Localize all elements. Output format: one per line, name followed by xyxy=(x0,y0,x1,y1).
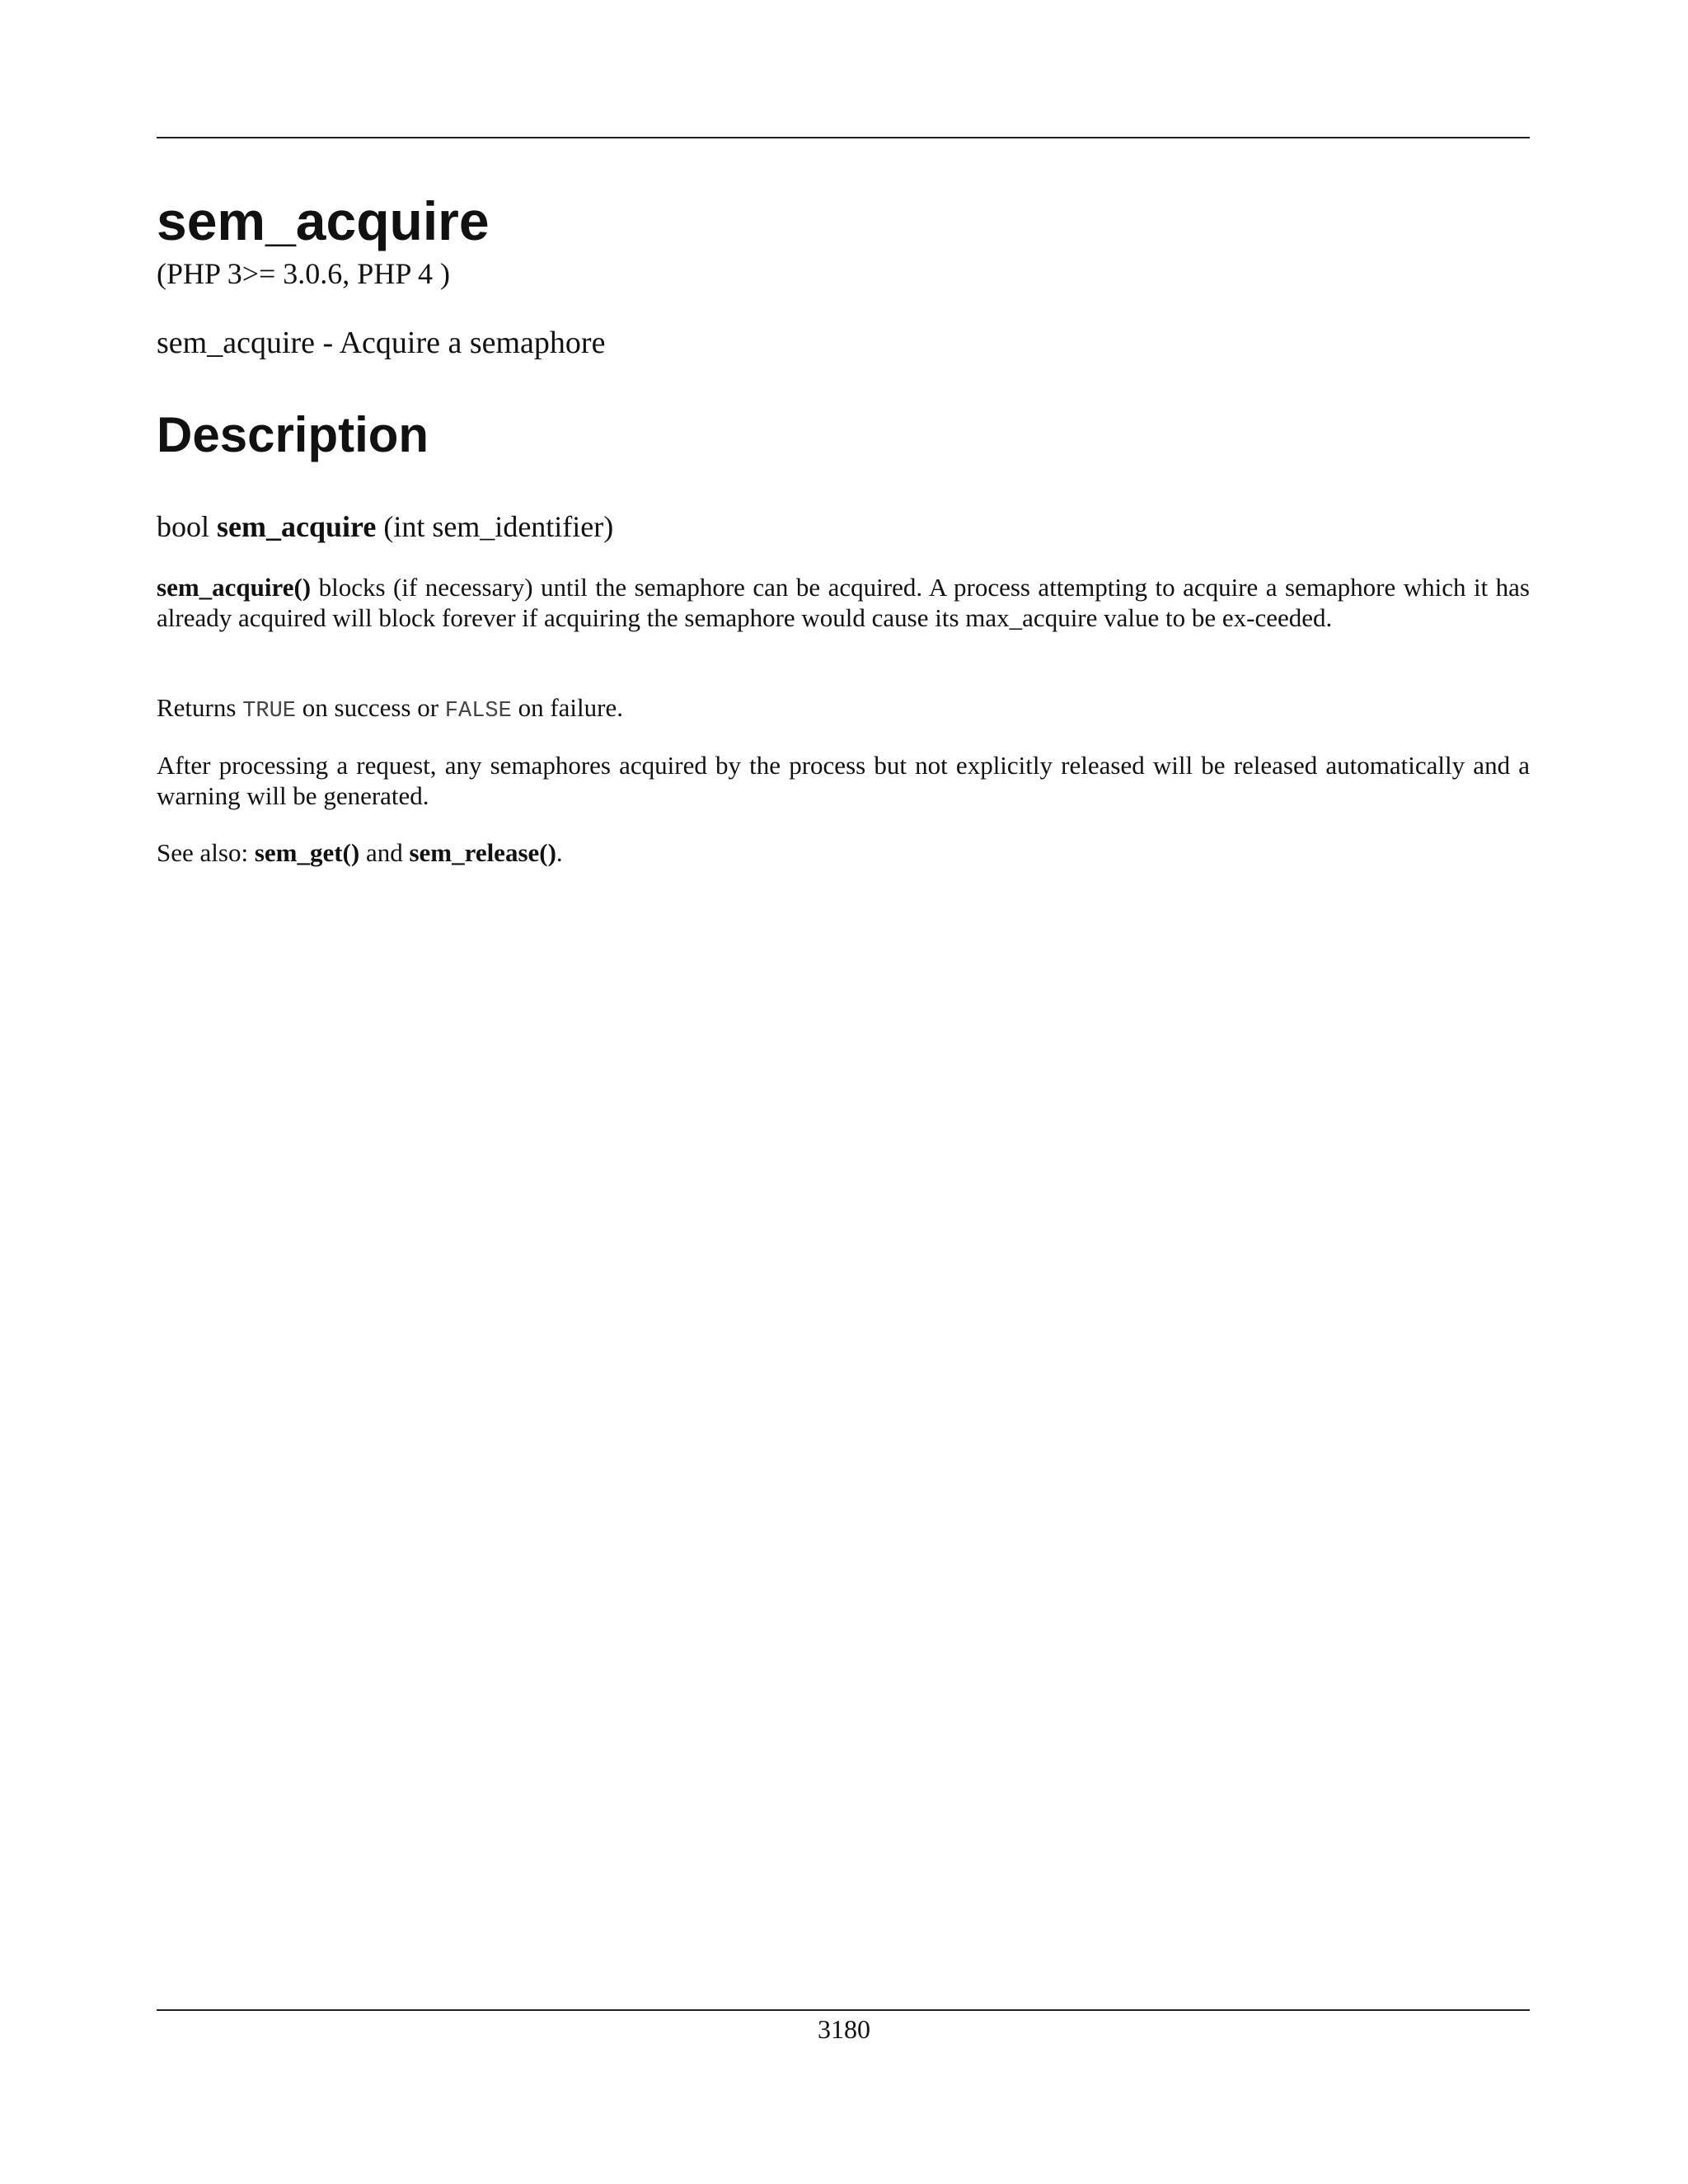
see-also-suffix: . xyxy=(556,838,563,867)
paragraph-text: blocks (if necessary) until the semaphore can be acquired. A process attempting to acquire a semaphore which it has already acquired will block forever if acquiring the semaphore would cause its max_acquire value to be ex-ceeded. xyxy=(157,573,1530,632)
return-value-paragraph xyxy=(157,692,1530,727)
function-synopsis xyxy=(157,508,613,546)
description-paragraph xyxy=(157,572,1530,633)
return-suffix: on failure. xyxy=(511,693,623,722)
section-heading-description: Description xyxy=(157,407,429,462)
page-number: 3180 xyxy=(818,2014,870,2044)
function-name: sem_acquire xyxy=(217,510,377,543)
function-reference: sem_acquire() xyxy=(157,573,312,602)
see-also-prefix: See also: xyxy=(157,838,255,867)
header-rule xyxy=(157,137,1530,138)
function-params: (int sem_identifier) xyxy=(383,510,614,543)
version-info: (PHP 3>= 3.0.6, PHP 4 ) xyxy=(157,257,450,290)
see-also-middle: and xyxy=(359,838,410,867)
footer-rule xyxy=(157,2009,1530,2011)
page-title: sem_acquire xyxy=(157,190,490,251)
ref-purpose: sem_acquire - Acquire a semaphore xyxy=(157,326,606,360)
see-also-link-sem-get[interactable]: sem_get() xyxy=(254,838,360,867)
return-prefix: Returns xyxy=(157,693,243,722)
false-constant: FALSE xyxy=(444,699,512,724)
see-also-link-sem-release[interactable]: sem_release() xyxy=(409,838,556,867)
return-middle: on success or xyxy=(296,693,445,722)
release-note-paragraph: After processing a request, any semaphores acquired by the process but not explicitly released will be released automatically and a warning will be generated. xyxy=(157,751,1530,810)
return-type: bool xyxy=(157,510,210,543)
true-constant: TRUE xyxy=(242,699,296,724)
see-also-paragraph xyxy=(157,837,1530,868)
